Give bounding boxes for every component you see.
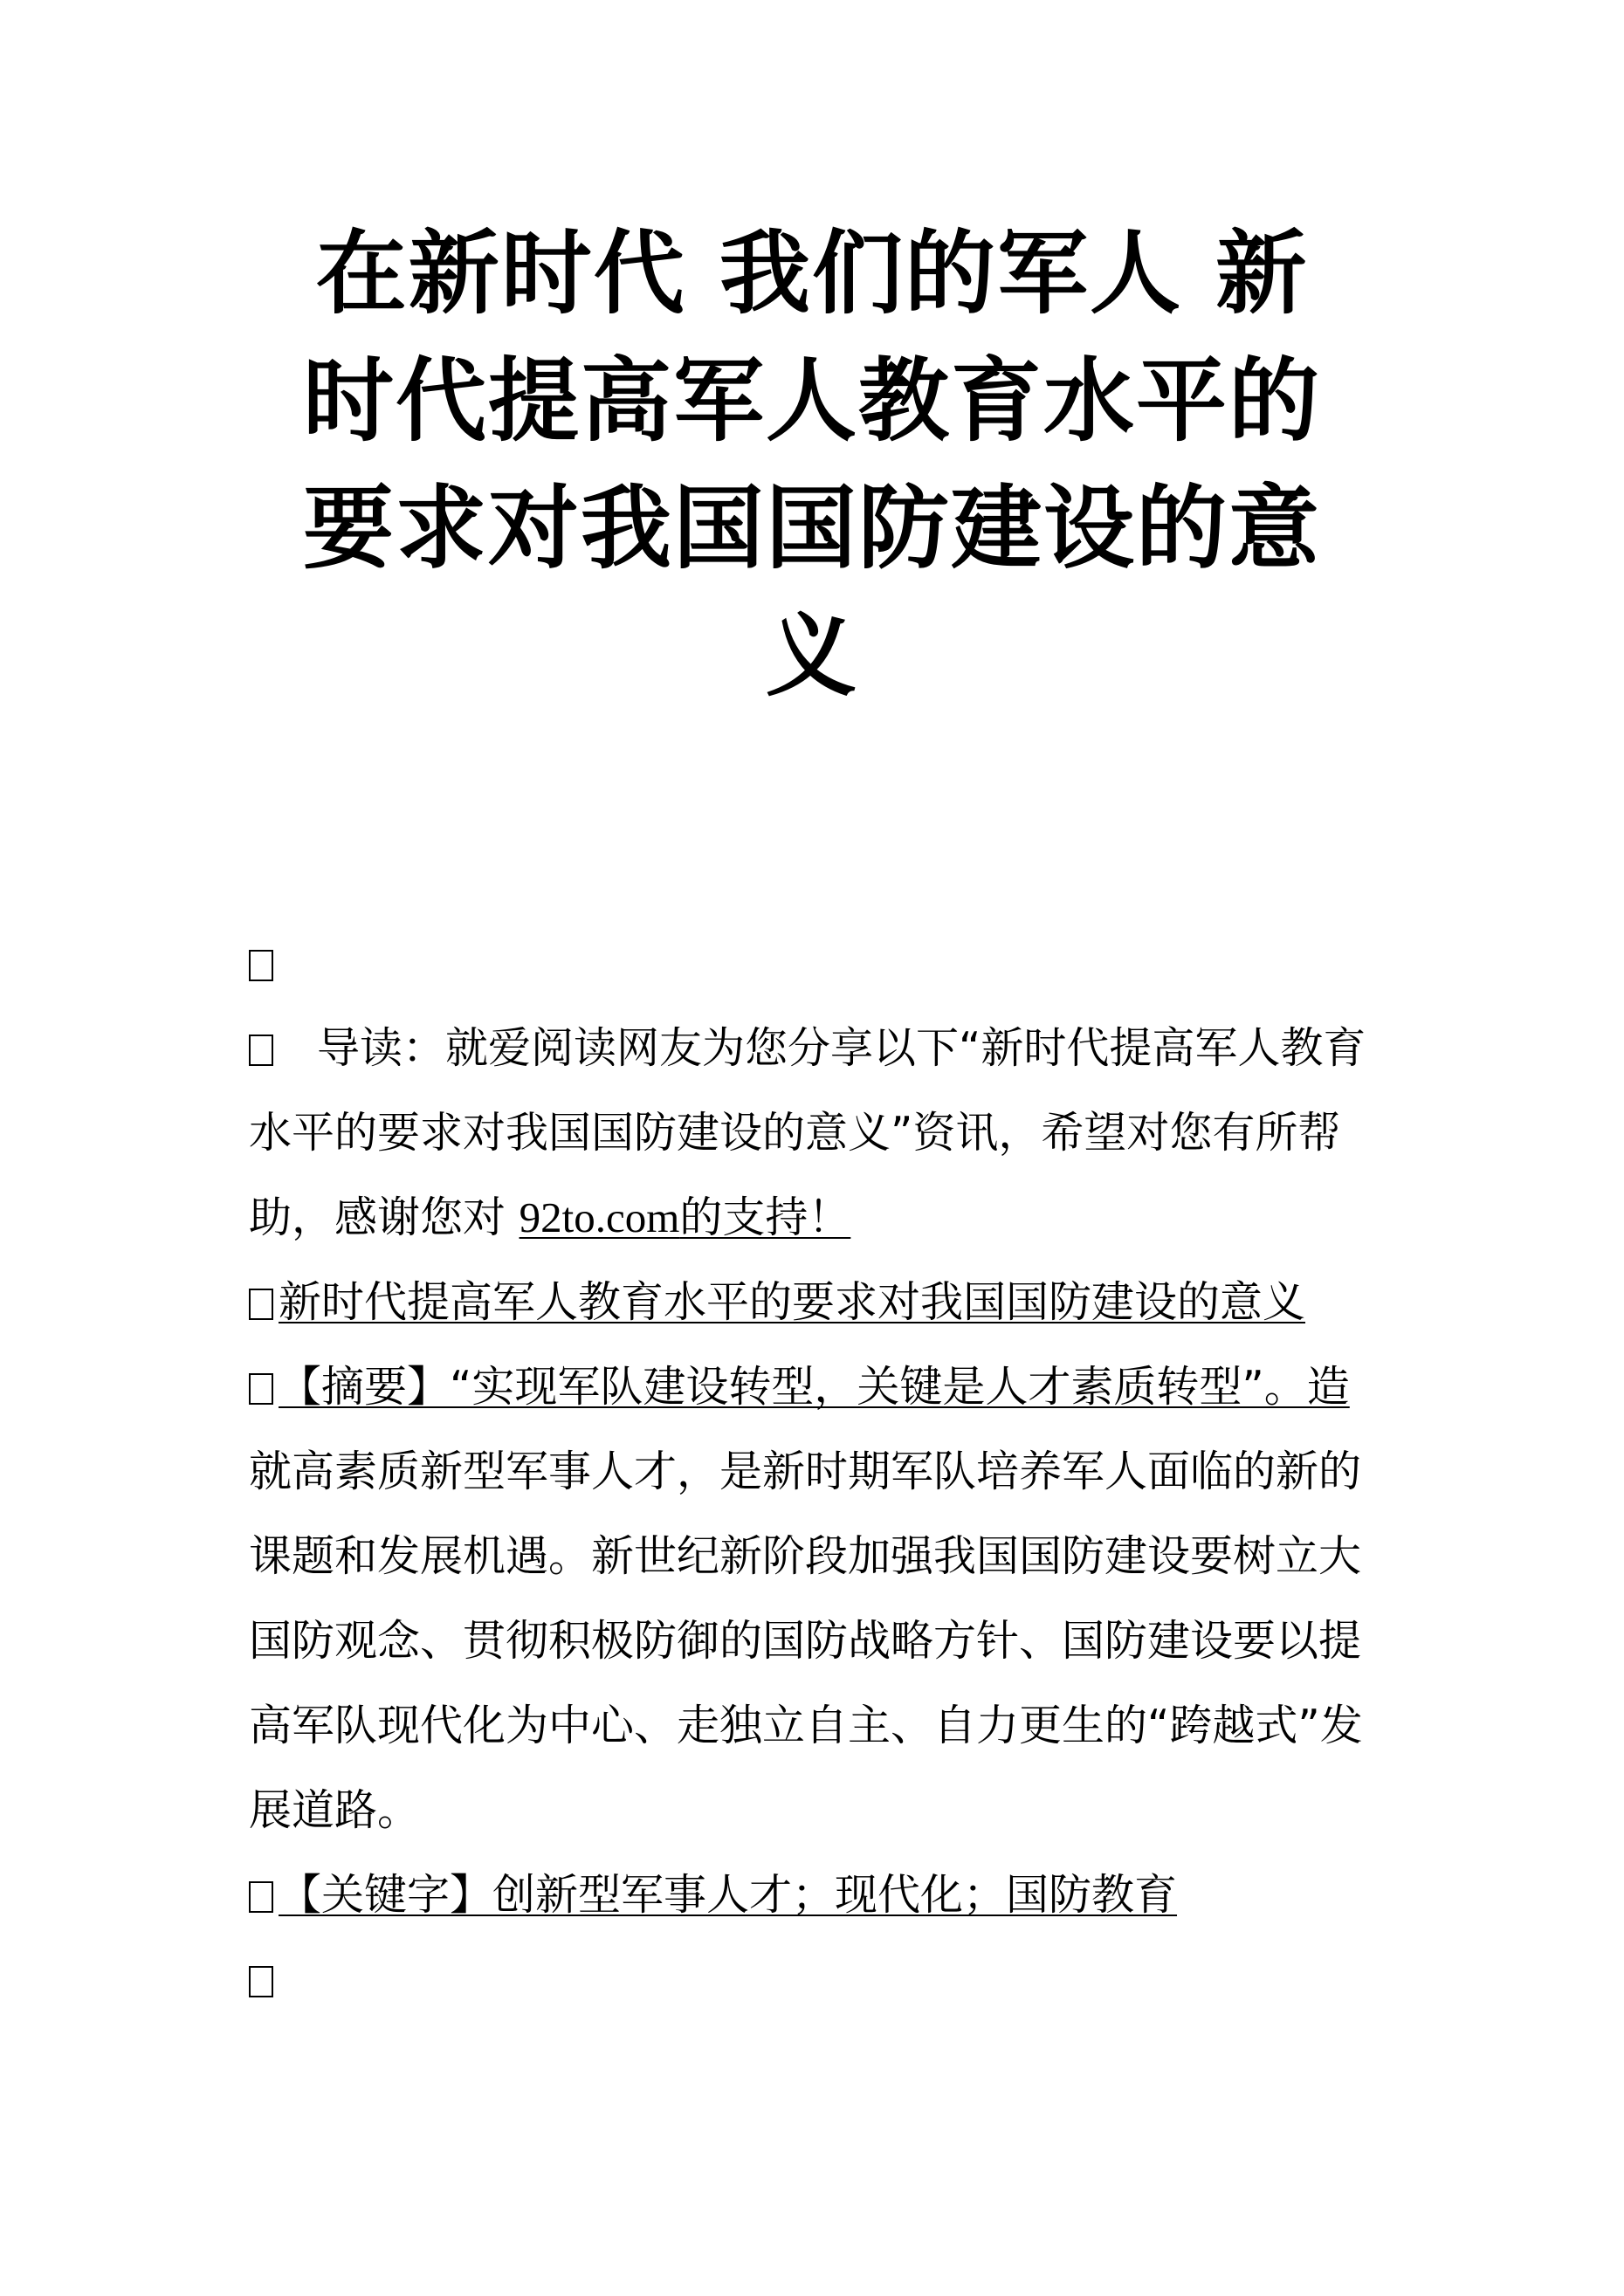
title-line: 时代提高军人教育水平的 bbox=[302, 347, 1321, 454]
abstract-line: 展道路。 bbox=[249, 1785, 421, 1835]
intro-text: 助，感谢您对 bbox=[249, 1193, 520, 1242]
subtitle-line bbox=[249, 1260, 1375, 1344]
abstract-line: 就高素质新型军事人才，是新时期军队培养军人面临的新的 bbox=[249, 1447, 1362, 1496]
title-line: 要求对我国国防建设的意 bbox=[302, 475, 1321, 581]
intro-lead-text: 导读：就爱阅读网友为您分享以下“新时代提高军人教育 bbox=[317, 1023, 1366, 1073]
empty-paragraph bbox=[249, 1937, 1375, 2022]
abstract-text: 【摘要】“实现军队建设转型，关键是人才素质转型”。造 bbox=[279, 1362, 1350, 1412]
title-line: 义 bbox=[765, 602, 858, 709]
abstract-label-line bbox=[249, 1344, 1375, 1429]
site-link[interactable]: 92to.com bbox=[519, 1193, 680, 1241]
document-title bbox=[253, 210, 1371, 719]
title-line: 在新时代 我们的军人 新 bbox=[315, 220, 1309, 327]
intro-text: 的支持！ bbox=[679, 1193, 851, 1242]
intro-paragraph-line bbox=[249, 1175, 1375, 1260]
abstract-line: 课题和发展机遇。新世纪新阶段加强我国国防建设要树立大 bbox=[249, 1531, 1362, 1581]
empty-paragraph bbox=[249, 921, 1375, 1006]
placeholder-box-icon bbox=[249, 950, 273, 981]
intro-paragraph-line bbox=[249, 1006, 1375, 1090]
abstract-line: 国防观念、贯彻积极防御的国防战略方针、国防建设要以提 bbox=[249, 1616, 1362, 1666]
placeholder-box-icon bbox=[249, 1373, 273, 1405]
placeholder-box-icon bbox=[249, 1035, 273, 1066]
subtitle-text: 新时代提高军人教育水平的要求对我国国防建设的意义 bbox=[279, 1277, 1306, 1327]
placeholder-box-icon bbox=[249, 1289, 273, 1320]
keywords-line bbox=[249, 1853, 1375, 1937]
intro-paragraph-line bbox=[249, 1090, 1375, 1175]
intro-text: 水平的要求对我国国防建设的意义”资讯，希望对您有所帮 bbox=[249, 1108, 1341, 1158]
placeholder-box-icon bbox=[249, 1881, 273, 1913]
document-body bbox=[249, 921, 1375, 2022]
placeholder-box-icon bbox=[249, 1966, 273, 1997]
abstract-line: 高军队现代化为中心、走独立自主、自力更生的“跨越式”发 bbox=[249, 1701, 1363, 1750]
keywords-text: 【关键字】创新型军事人才；现代化；国防教育 bbox=[279, 1870, 1178, 1920]
